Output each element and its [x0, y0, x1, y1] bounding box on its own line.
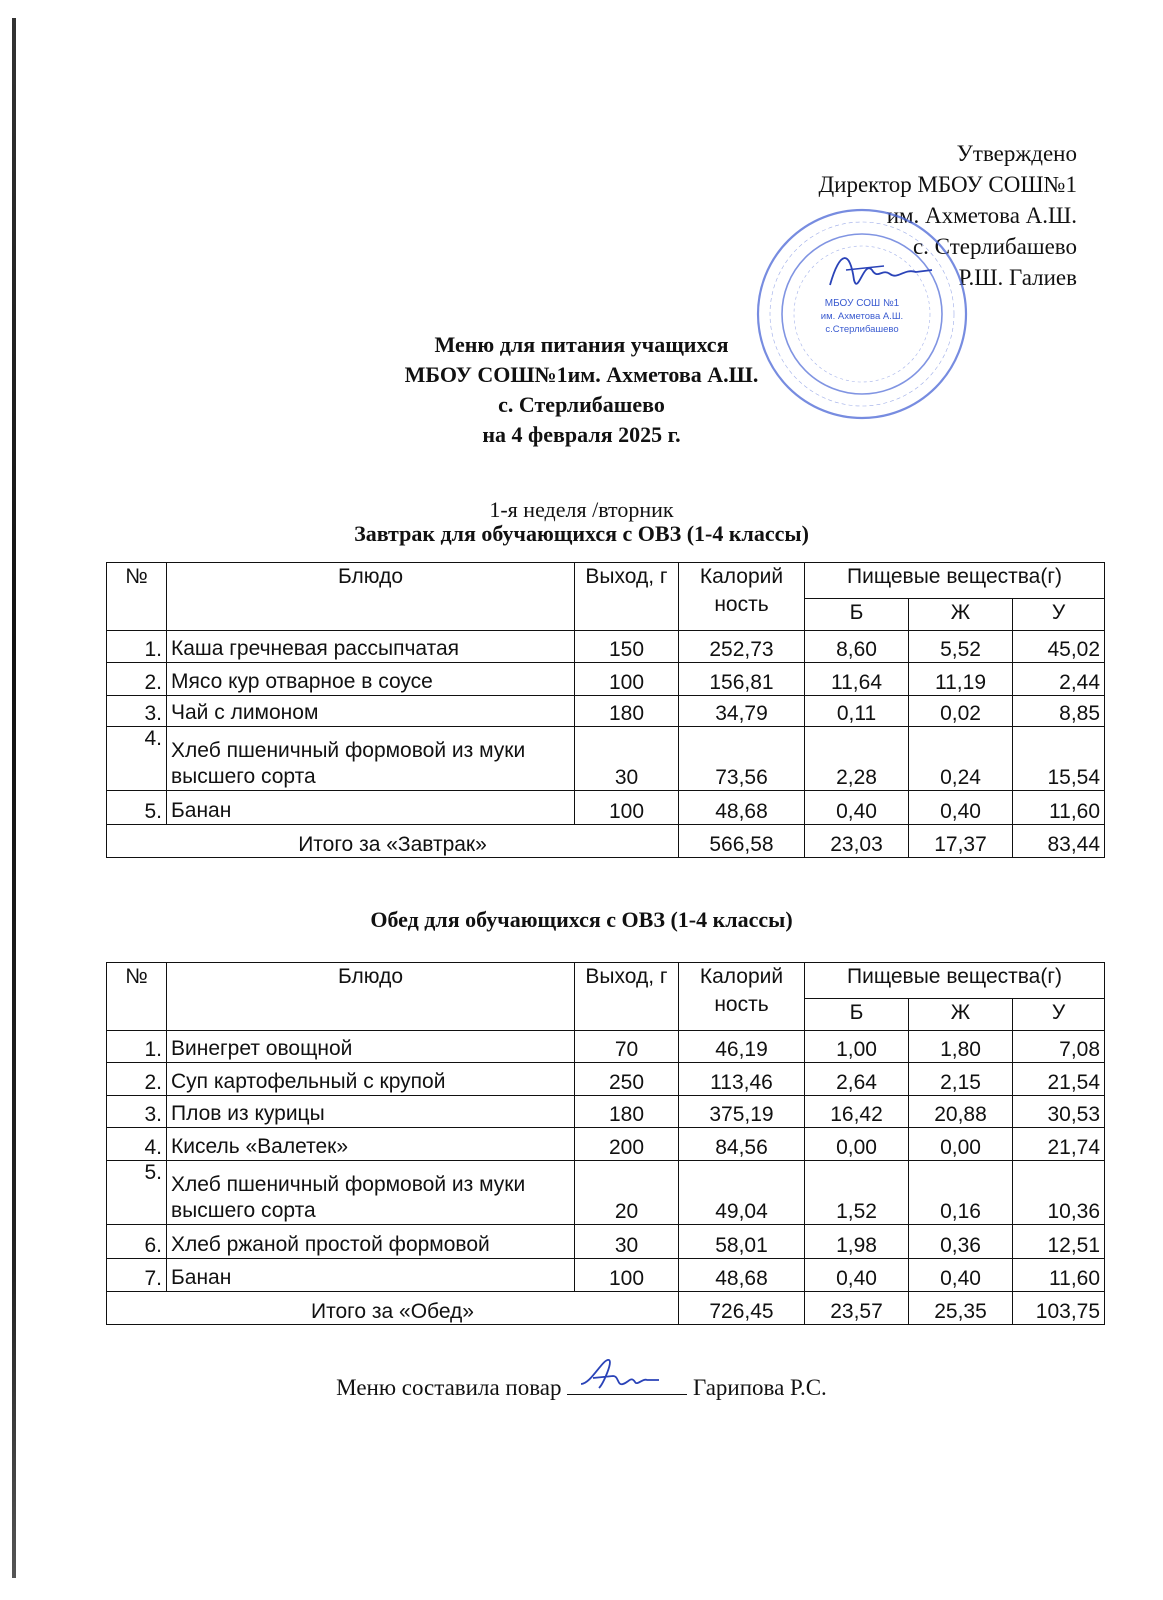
total-fat: 25,35: [909, 1292, 1013, 1325]
cook-signature-line: [567, 1372, 687, 1395]
stamp-line: им. Ахметова А.Ш.: [820, 311, 904, 322]
table-row: [107, 696, 1105, 727]
table-row: [107, 727, 1105, 791]
output-value: 20: [575, 1161, 679, 1225]
total-carbs: 83,44: [1013, 825, 1105, 858]
output-value: 150: [575, 631, 679, 663]
fat-value: 11,19: [909, 663, 1013, 696]
calories-value: 48,68: [679, 791, 805, 825]
protein-value: 1,52: [805, 1161, 909, 1225]
title-line: с. Стерлибашево: [498, 392, 665, 417]
dish-name: Кисель «Валетек»: [167, 1128, 575, 1161]
calories-value: 58,01: [679, 1225, 805, 1259]
stamp-line: МБОУ СОШ №1: [824, 298, 900, 309]
carbs-value: 30,53: [1013, 1096, 1105, 1128]
table-row: [107, 1063, 1105, 1096]
total-row: [107, 825, 1105, 858]
protein-value: 1,98: [805, 1225, 909, 1259]
total-protein: 23,03: [805, 825, 909, 858]
breakfast-title: Завтрак для обучающихся с ОВЗ (1-4 классы): [354, 521, 809, 546]
week-label: 1-я неделя /вторник: [489, 497, 674, 522]
col-header-u: У: [1013, 999, 1105, 1031]
calories-value: 73,56: [679, 727, 805, 791]
col-header-nutrients: Пищевые вещества(г): [805, 963, 1105, 999]
total-fat: 17,37: [909, 825, 1013, 858]
protein-value: 0,40: [805, 1259, 909, 1292]
col-header-calories: Калорий ность: [679, 963, 805, 1031]
carbs-value: 15,54: [1013, 727, 1105, 791]
calories-value: 49,04: [679, 1161, 805, 1225]
protein-value: 2,28: [805, 727, 909, 791]
carbs-value: 7,08: [1013, 1031, 1105, 1063]
row-number: 3.: [107, 1096, 167, 1128]
carbs-value: 2,44: [1013, 663, 1105, 696]
dish-name: Хлеб пшеничный формовой из муки высшего сорта: [167, 1161, 575, 1225]
calories-value: 84,56: [679, 1128, 805, 1161]
table-row: [107, 1031, 1105, 1063]
total-calories: 726,45: [679, 1292, 805, 1325]
col-header-zh: Ж: [909, 599, 1013, 631]
col-header-output: Выход, г: [575, 963, 679, 1031]
title-line: на 4 февраля 2025 г.: [482, 422, 681, 447]
carbs-value: 11,60: [1013, 791, 1105, 825]
carbs-value: 45,02: [1013, 631, 1105, 663]
carbs-value: 12,51: [1013, 1225, 1105, 1259]
protein-value: 2,64: [805, 1063, 909, 1096]
breakfast-table: [106, 562, 1105, 858]
calories-value: 252,73: [679, 631, 805, 663]
dish-name: Мясо кур отварное в соусе: [167, 663, 575, 696]
output-value: 100: [575, 663, 679, 696]
col-header-u: У: [1013, 599, 1105, 631]
director-signature: [820, 240, 940, 300]
output-value: 30: [575, 1225, 679, 1259]
total-label: Итого за «Обед»: [107, 1292, 679, 1325]
output-value: 180: [575, 1096, 679, 1128]
dish-name: Каша гречневая рассыпчатая: [167, 631, 575, 663]
row-number: 5.: [107, 1161, 167, 1225]
dish-name: Хлеб пшеничный формовой из муки высшего сорта: [167, 727, 575, 791]
table-row: [107, 1225, 1105, 1259]
lunch-title: Обед для обучающихся с ОВЗ (1-4 классы): [370, 907, 793, 932]
protein-value: 11,64: [805, 663, 909, 696]
table-row: [107, 631, 1105, 663]
fat-value: 0,40: [909, 791, 1013, 825]
col-header-zh: Ж: [909, 999, 1013, 1031]
table-row: [107, 1161, 1105, 1225]
fat-value: 0,02: [909, 696, 1013, 727]
approval-line: с. Стерлибашево: [912, 234, 1077, 259]
dish-name: Чай с лимоном: [167, 696, 575, 727]
calories-value: 34,79: [679, 696, 805, 727]
col-header-dish: Блюдо: [167, 563, 575, 631]
col-header-calories: Калорий ность: [679, 563, 805, 631]
protein-value: 1,00: [805, 1031, 909, 1063]
fat-value: 20,88: [909, 1096, 1013, 1128]
protein-value: 0,40: [805, 791, 909, 825]
row-number: 3.: [107, 696, 167, 727]
approval-line: Утверждено: [956, 141, 1077, 166]
footer-prefix: Меню составила повар: [336, 1375, 562, 1400]
document-title: [0, 330, 1163, 450]
row-number: 6.: [107, 1225, 167, 1259]
col-header-num: №: [107, 563, 167, 631]
carbs-value: 10,36: [1013, 1161, 1105, 1225]
calories-value: 46,19: [679, 1031, 805, 1063]
fat-value: 1,80: [909, 1031, 1013, 1063]
total-calories: 566,58: [679, 825, 805, 858]
row-number: 2.: [107, 1063, 167, 1096]
col-header-dish: Блюдо: [167, 963, 575, 1031]
footer: [0, 1372, 1163, 1401]
protein-value: 0,11: [805, 696, 909, 727]
approval-line: им. Ахметова А.Ш.: [886, 203, 1077, 228]
total-carbs: 103,75: [1013, 1292, 1105, 1325]
col-header-b: Б: [805, 999, 909, 1031]
output-value: 100: [575, 791, 679, 825]
table-row: [107, 1096, 1105, 1128]
approval-line: Р.Ш. Галиев: [958, 265, 1077, 290]
dish-name: Банан: [167, 791, 575, 825]
title-line: Меню для питания учащихся: [434, 332, 729, 357]
carbs-value: 11,60: [1013, 1259, 1105, 1292]
fat-value: 2,15: [909, 1063, 1013, 1096]
output-value: 100: [575, 1259, 679, 1292]
calories-value: 156,81: [679, 663, 805, 696]
table-row: [107, 1259, 1105, 1292]
fat-value: 5,52: [909, 631, 1013, 663]
fat-value: 0,24: [909, 727, 1013, 791]
stamp-line: с.Стерлибашево: [825, 324, 899, 335]
approval-line: Директор МБОУ СОШ№1: [818, 172, 1077, 197]
dish-name: Винегрет овощной: [167, 1031, 575, 1063]
fat-value: 0,16: [909, 1161, 1013, 1225]
dish-name: Хлеб ржаной простой формовой: [167, 1225, 575, 1259]
carbs-value: 21,54: [1013, 1063, 1105, 1096]
calories-value: 113,46: [679, 1063, 805, 1096]
protein-value: 0,00: [805, 1128, 909, 1161]
cook-signature: [573, 1354, 663, 1398]
fat-value: 0,00: [909, 1128, 1013, 1161]
total-protein: 23,57: [805, 1292, 909, 1325]
output-value: 70: [575, 1031, 679, 1063]
dish-name: Плов из курицы: [167, 1096, 575, 1128]
col-header-num: №: [107, 963, 167, 1031]
table-row: [107, 791, 1105, 825]
output-value: 30: [575, 727, 679, 791]
total-row: [107, 1292, 1105, 1325]
col-header-b: Б: [805, 599, 909, 631]
cook-name: Гарипова Р.С.: [692, 1375, 827, 1400]
carbs-value: 8,85: [1013, 696, 1105, 727]
calories-value: 48,68: [679, 1259, 805, 1292]
col-header-nutrients: Пищевые вещества(г): [805, 563, 1105, 599]
row-number: 1.: [107, 1031, 167, 1063]
table-row: [107, 1128, 1105, 1161]
output-value: 200: [575, 1128, 679, 1161]
table-row: [107, 663, 1105, 696]
row-number: 4.: [107, 1128, 167, 1161]
protein-value: 16,42: [805, 1096, 909, 1128]
lunch-table: [106, 962, 1105, 1325]
col-header-output: Выход, г: [575, 563, 679, 631]
fat-value: 0,40: [909, 1259, 1013, 1292]
output-value: 250: [575, 1063, 679, 1096]
carbs-value: 21,74: [1013, 1128, 1105, 1161]
row-number: 5.: [107, 791, 167, 825]
dish-name: Банан: [167, 1259, 575, 1292]
title-line: МБОУ СОШ№1им. Ахметова А.Ш.: [404, 362, 759, 387]
total-label: Итого за «Завтрак»: [107, 825, 679, 858]
row-number: 4.: [107, 727, 167, 791]
row-number: 1.: [107, 631, 167, 663]
calories-value: 375,19: [679, 1096, 805, 1128]
output-value: 180: [575, 696, 679, 727]
protein-value: 8,60: [805, 631, 909, 663]
row-number: 7.: [107, 1259, 167, 1292]
scan-border: [12, 18, 16, 1578]
row-number: 2.: [107, 663, 167, 696]
fat-value: 0,36: [909, 1225, 1013, 1259]
dish-name: Суп картофельный с крупой: [167, 1063, 575, 1096]
